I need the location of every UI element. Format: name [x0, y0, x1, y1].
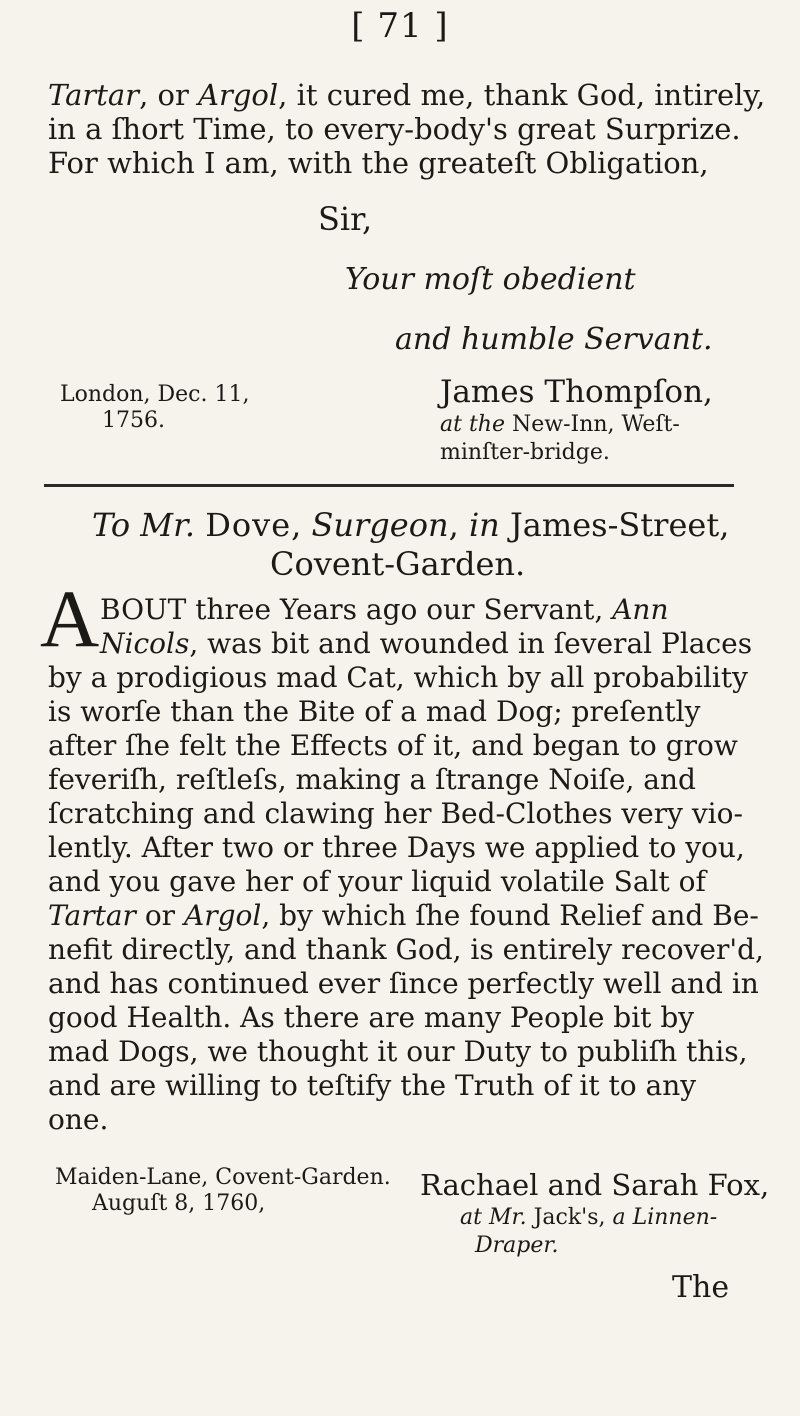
text-line: Tartar, or Argol, it cured me, thank God, intirely,: [48, 78, 766, 112]
drop-capital: A: [40, 573, 100, 664]
signer-name: Rachael and Sarah Fox,: [420, 1168, 770, 1202]
text-line: is worſe than the Bite of a mad Dog; preſently: [48, 695, 701, 728]
letter-heading: Covent-Garden.: [270, 545, 526, 583]
text-line: in a ſhort Time, to every-body's great Surprize.: [48, 112, 741, 146]
letter-heading: To Mr. Dove, Surgeon, in James-Street,: [92, 506, 730, 544]
text-line: good Health. As there are many People bit by: [48, 1001, 695, 1034]
place-date: Auguſt 8, 1760,: [92, 1191, 266, 1216]
place-date: London, Dec. 11,: [60, 382, 250, 407]
divider-rule: [44, 484, 734, 487]
catchword: The: [672, 1270, 730, 1305]
salutation: Sir,: [318, 200, 373, 238]
text-line: feveriſh, reſtleſs, making a ſtrange Noiſe, and: [48, 763, 696, 796]
text-line: Tartar or Argol, by which ſhe found Relief and Be-: [48, 899, 759, 932]
place-date: Maiden-Lane, Covent-Garden.: [55, 1165, 391, 1190]
text-line: BOUT three Years ago our Servant, Ann: [100, 593, 669, 626]
text-line: Nicols, was bit and wounded in ſeveral Places: [100, 627, 753, 660]
signer-name: James Thompſon,: [440, 374, 713, 410]
text-line: nefit directly, and thank God, is entirely recover'd,: [48, 933, 764, 966]
closing-line: Your moſt obedient: [345, 262, 636, 297]
text-line: and has continued ever ſince perfectly well and in: [48, 967, 759, 1000]
text-line: after ſhe felt the Effects of it, and began to grow: [48, 729, 738, 762]
page-number: [ 71 ]: [351, 6, 449, 46]
text-line: by a prodigious mad Cat, which by all probability: [48, 661, 748, 694]
signer-address: at Mr. Jack's, a Linnen-: [460, 1205, 718, 1230]
signer-address: minſter-bridge.: [440, 440, 610, 465]
text-line: mad Dogs, we thought it our Duty to publiſh this,: [48, 1035, 748, 1068]
signer-address: Draper.: [475, 1233, 559, 1258]
text-line: ſcratching and clawing her Bed-Clothes very vio-: [48, 797, 743, 830]
text-line: lently. After two or three Days we applied to you,: [48, 831, 745, 864]
signer-address: at the New-Inn, Weſt-: [440, 412, 680, 437]
text-line: For which I am, with the greateſt Obligation,: [48, 146, 709, 180]
text-line: one.: [48, 1103, 109, 1136]
text-line: and you gave her of your liquid volatile Salt of: [48, 865, 706, 898]
place-date: 1756.: [102, 408, 165, 433]
text-line: and are willing to teſtify the Truth of it to any: [48, 1069, 697, 1102]
closing-line: and humble Servant.: [395, 322, 713, 357]
